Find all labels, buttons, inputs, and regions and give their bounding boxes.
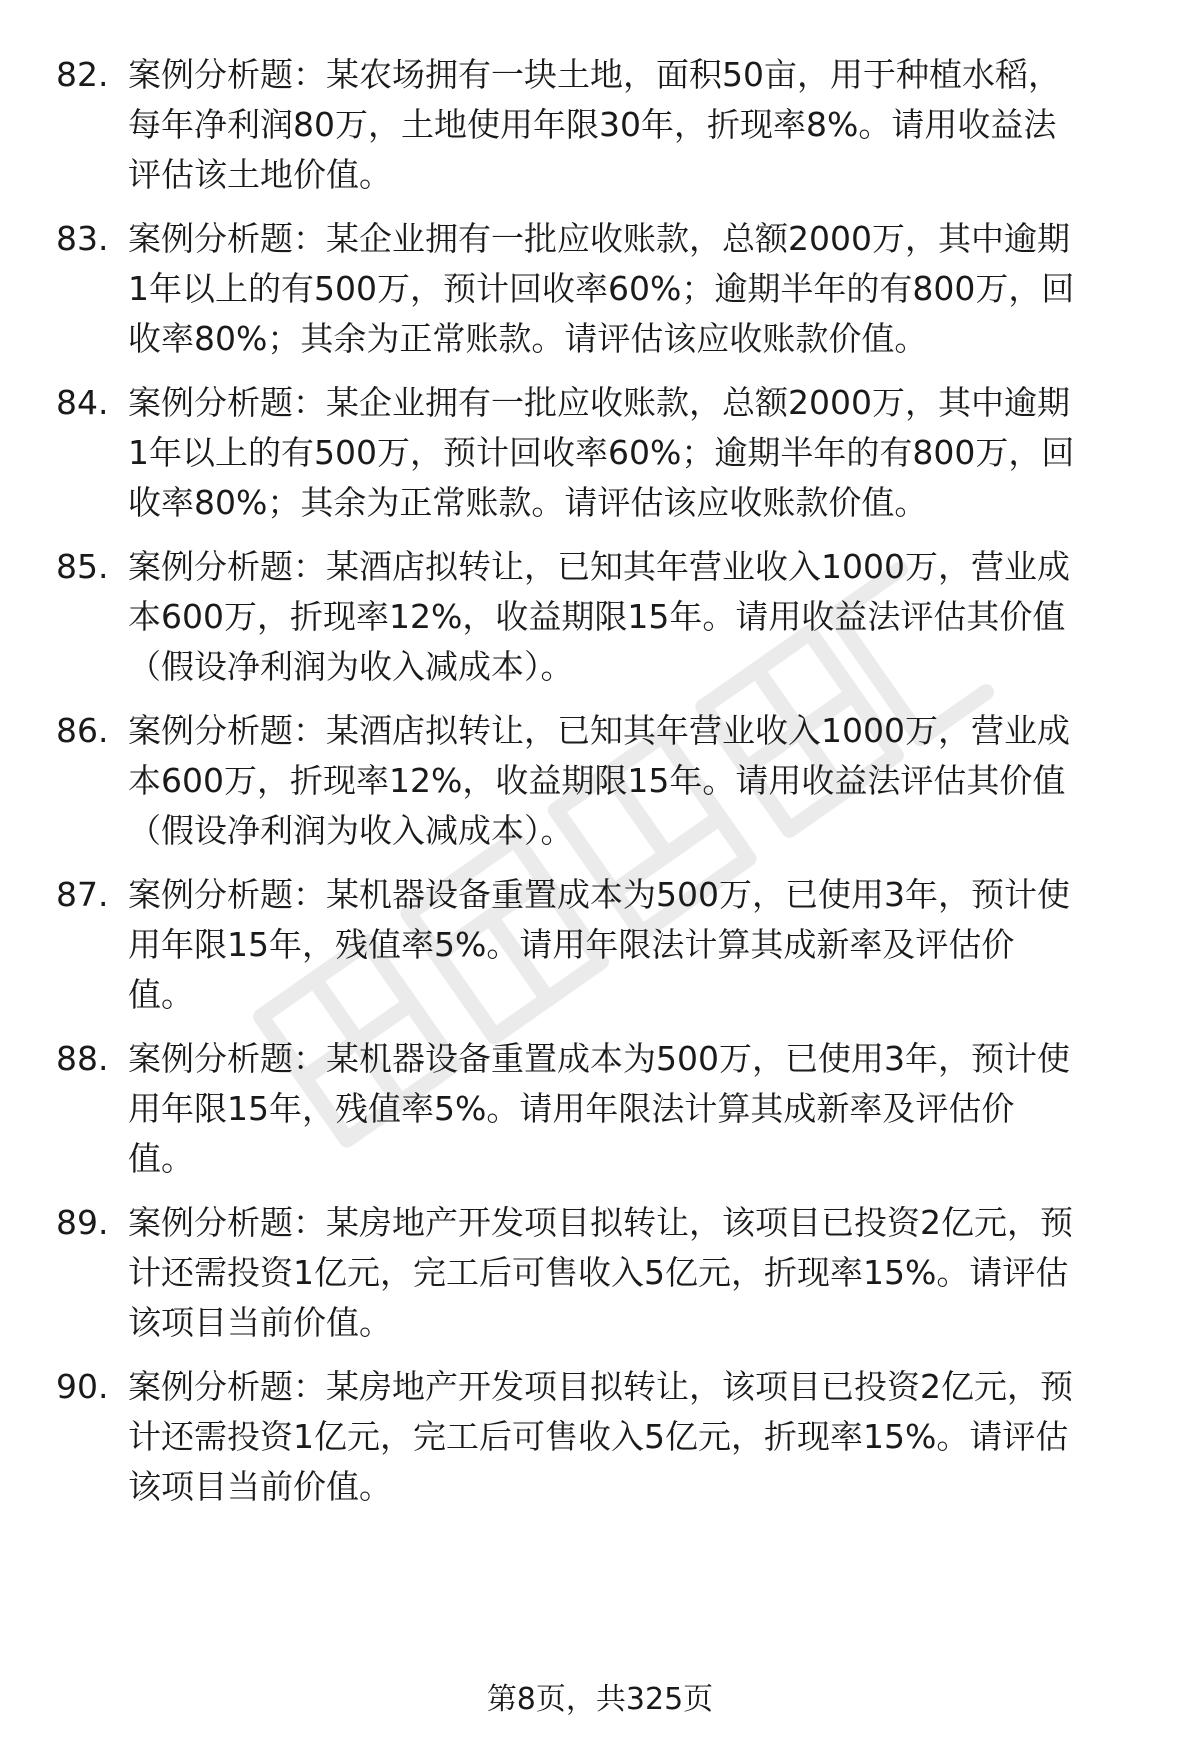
question-item bbox=[56, 542, 1166, 692]
page-number-footer: 第8页，共325页 bbox=[486, 1682, 714, 1717]
question-line: 案例分析题：某房地产开发项目拟转让，该项目已投资2亿元，预 bbox=[128, 1367, 1073, 1406]
question-line: 收率80%；其余为正常账款。请评估该应收账款价值。 bbox=[128, 483, 928, 522]
question-text bbox=[128, 1034, 1166, 1184]
question-number: 89. bbox=[56, 1203, 109, 1242]
question-text bbox=[128, 706, 1166, 856]
question-line: 1年以上的有500万，预计回收率60%；逾期半年的有800万，回 bbox=[128, 269, 1075, 308]
question-line: 1年以上的有500万，预计回收率60%；逾期半年的有800万，回 bbox=[128, 433, 1075, 472]
question-item bbox=[56, 1198, 1166, 1348]
question-line: 案例分析题：某酒店拟转让，已知其年营业收入1000万，营业成 bbox=[128, 547, 1070, 586]
question-item bbox=[56, 870, 1166, 1020]
question-line: 案例分析题：某企业拥有一批应收账款，总额2000万，其中逾期 bbox=[128, 219, 1070, 258]
question-line: 计还需投资1亿元，完工后可售收入5亿元，折现率15%。请评估 bbox=[128, 1417, 1069, 1456]
question-line: 值。 bbox=[128, 1139, 194, 1178]
question-number: 87. bbox=[56, 875, 109, 914]
question-line: 案例分析题：某酒店拟转让，已知其年营业收入1000万，营业成 bbox=[128, 711, 1070, 750]
question-line: 案例分析题：某农场拥有一块土地，面积50亩，用于种植水稻， bbox=[128, 55, 1061, 94]
question-line: 用年限15年，残值率5%。请用年限法计算其成新率及评估价 bbox=[128, 925, 1015, 964]
question-text bbox=[128, 50, 1166, 200]
question-line: 该项目当前价值。 bbox=[128, 1467, 392, 1506]
question-line: 计还需投资1亿元，完工后可售收入5亿元，折现率15%。请评估 bbox=[128, 1253, 1069, 1292]
question-line: 该项目当前价值。 bbox=[128, 1303, 392, 1342]
question-text bbox=[128, 214, 1166, 364]
question-line: 值。 bbox=[128, 975, 194, 1014]
question-line: （假设净利润为收入减成本）。 bbox=[128, 811, 574, 850]
question-line: 评估该土地价值。 bbox=[128, 155, 392, 194]
question-number: 88. bbox=[56, 1039, 109, 1078]
question-line: 案例分析题：某机器设备重置成本为500万，已使用3年，预计使 bbox=[128, 1039, 1070, 1078]
question-line: 案例分析题：某房地产开发项目拟转让，该项目已投资2亿元，预 bbox=[128, 1203, 1073, 1242]
question-line: 本600万，折现率12%，收益期限15年。请用收益法评估其价值 bbox=[128, 597, 1066, 636]
question-item bbox=[56, 378, 1166, 528]
question-line: 每年净利润80万，土地使用年限30年，折现率8%。请用收益法 bbox=[128, 105, 1057, 144]
question-text bbox=[128, 1198, 1166, 1348]
question-line: （假设净利润为收入减成本）。 bbox=[128, 647, 574, 686]
question-line: 收率80%；其余为正常账款。请评估该应收账款价值。 bbox=[128, 319, 928, 358]
question-item bbox=[56, 50, 1166, 200]
question-item bbox=[56, 1362, 1166, 1512]
question-number: 85. bbox=[56, 547, 109, 586]
question-text bbox=[128, 378, 1166, 528]
question-number: 82. bbox=[56, 55, 109, 94]
question-line: 案例分析题：某企业拥有一批应收账款，总额2000万，其中逾期 bbox=[128, 383, 1070, 422]
question-line: 案例分析题：某机器设备重置成本为500万，已使用3年，预计使 bbox=[128, 875, 1070, 914]
question-line: 用年限15年，残值率5%。请用年限法计算其成新率及评估价 bbox=[128, 1089, 1015, 1128]
question-item bbox=[56, 214, 1166, 364]
question-line: 本600万，折现率12%，收益期限15年。请用收益法评估其价值 bbox=[128, 761, 1066, 800]
question-text bbox=[128, 1362, 1166, 1512]
question-number: 90. bbox=[56, 1367, 109, 1406]
question-number: 84. bbox=[56, 383, 109, 422]
question-item bbox=[56, 1034, 1166, 1184]
question-text bbox=[128, 542, 1166, 692]
question-text bbox=[128, 870, 1166, 1020]
question-item bbox=[56, 706, 1166, 856]
question-number: 86. bbox=[56, 711, 109, 750]
question-number: 83. bbox=[56, 219, 109, 258]
